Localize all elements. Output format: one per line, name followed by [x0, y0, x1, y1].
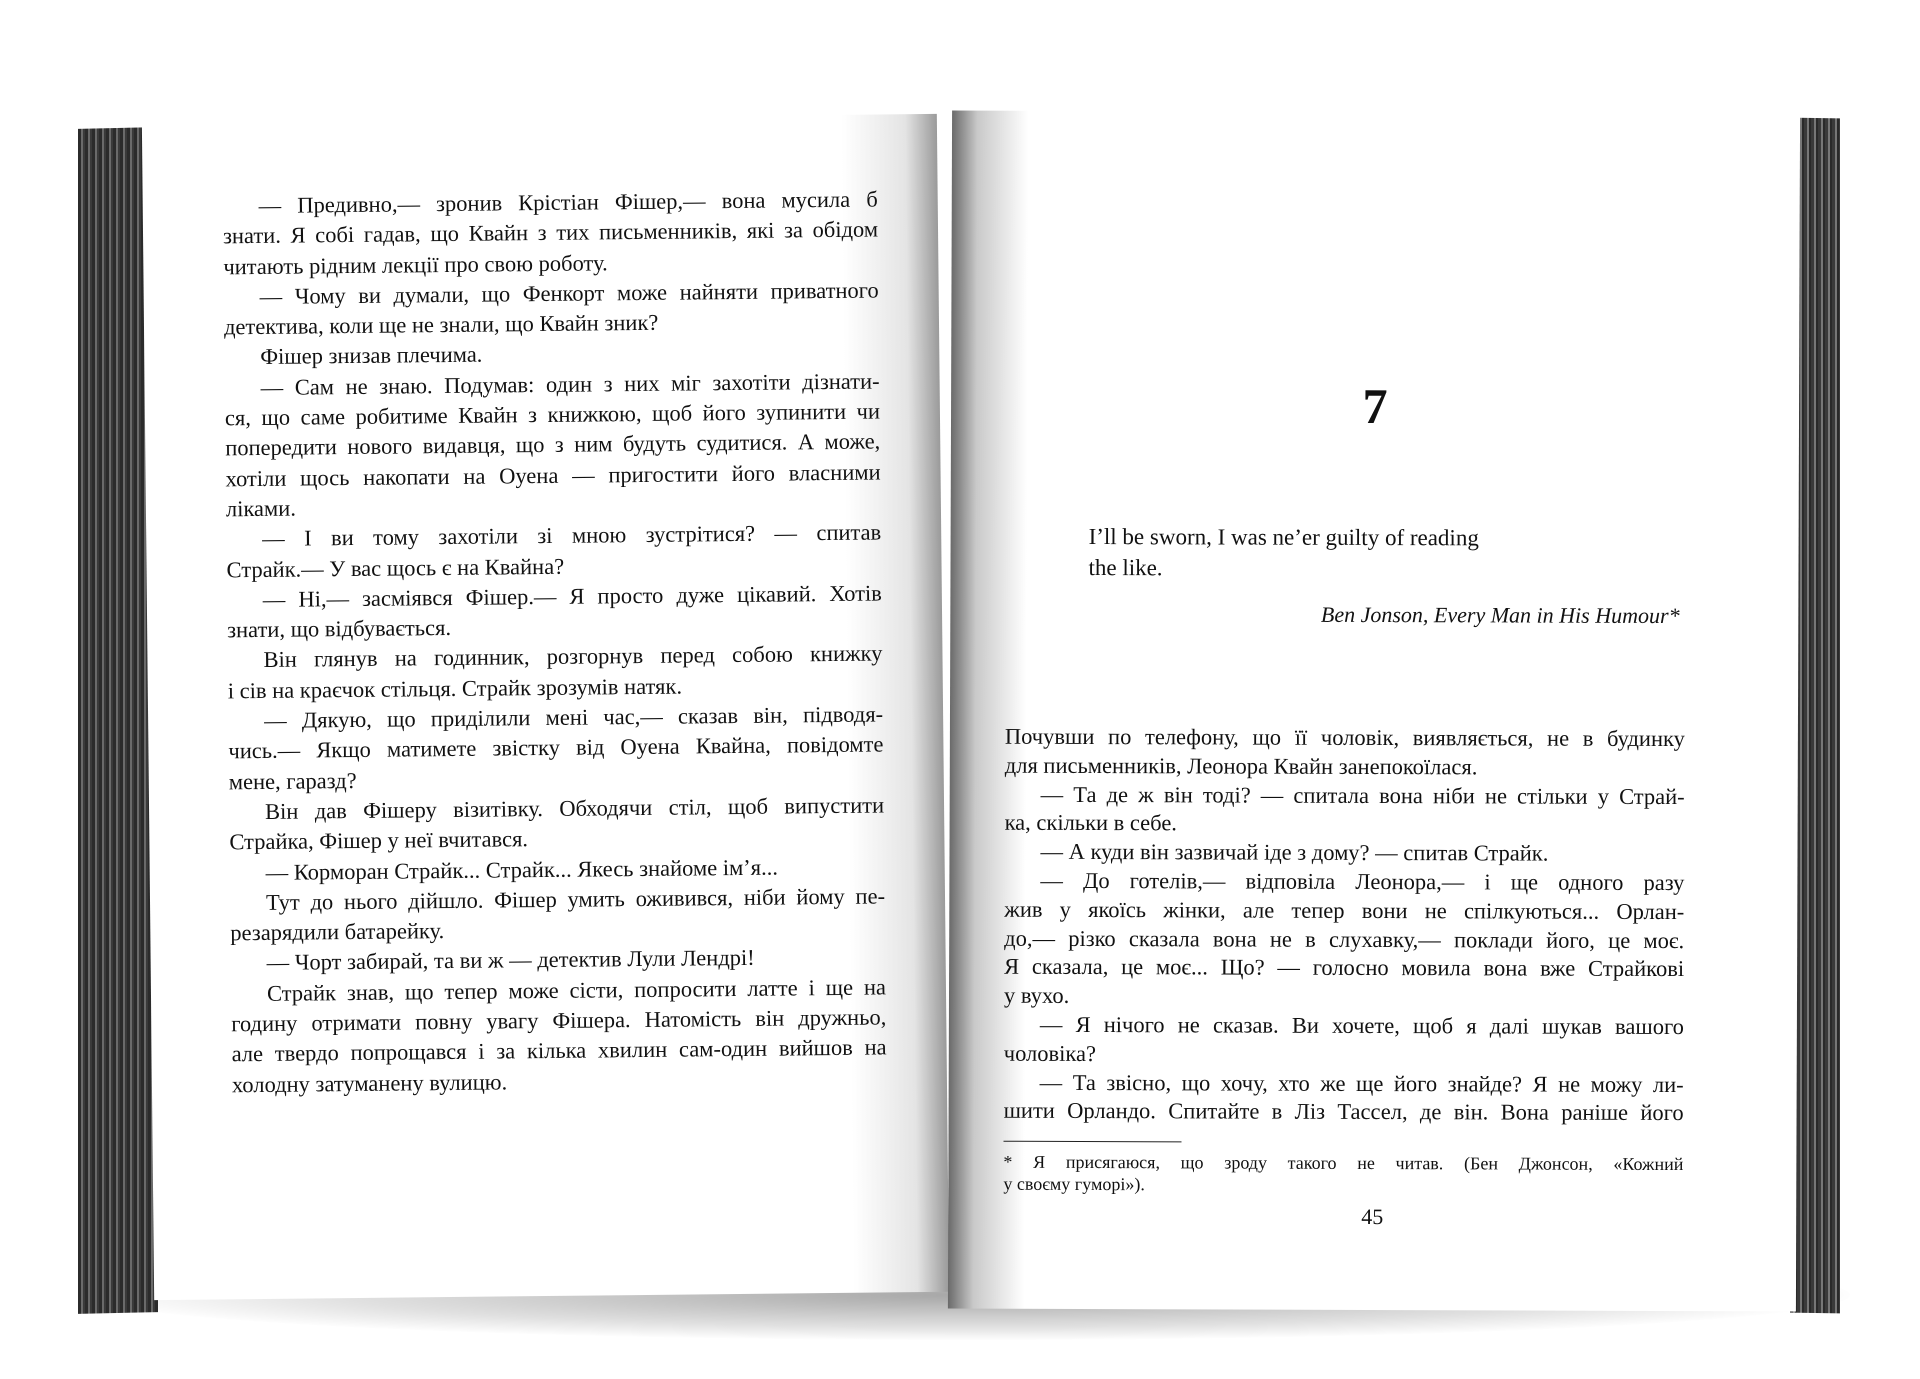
- text-line: але твердо попрощався і за кілька хвилин сам-один вийшов на: [231, 1034, 887, 1067]
- text-line: Тут до нього дійшло. Фішер умить оживився, ніби йому пе-: [265, 883, 886, 915]
- text-line: до,— різко сказала вона не в слухавку,— поклади його, це моє.: [1004, 925, 1685, 953]
- text-line: — Я нічого не сказав. Ви хочете, щоб я далі шукав вашого: [1039, 1011, 1684, 1040]
- left-page: [142, 114, 949, 1300]
- text-line: Страйк.— У вас щось є на Квайна?: [226, 553, 565, 582]
- text-line: Він глянув на годинник, розгорнув перед собою книжку: [263, 640, 883, 673]
- text-line: ліками.: [225, 495, 297, 522]
- text-line: — Предивно,— зронив Крістіан Фішер,— вона мусила б: [258, 186, 878, 218]
- text-line: — І ви тому захотіли зі мною зустрітися? — спитав: [262, 519, 882, 552]
- page-number: 45: [1361, 1203, 1384, 1230]
- text-line: мене, гаразд?: [228, 767, 357, 794]
- text-line: — Корморан Страйк... Страйк... Якесь знайоме ім’я...: [265, 854, 779, 885]
- text-line: детектива, коли ще не знали, що Квайн зник?: [223, 309, 659, 340]
- right-page-text: [1004, 723, 1685, 1129]
- text-line: — До готелів,— відповіла Леонора,— і ще одного разу: [1040, 867, 1685, 896]
- text-line: Почувши по телефону, що її чоловік, виявляється, не в будинку: [1004, 723, 1685, 752]
- epigraph-line: I’ll be sworn, I was ne’er guilty of reading: [1088, 524, 1479, 551]
- text-line: холодну затуманену вулицю.: [231, 1069, 508, 1097]
- text-line: хотіли щось накопати на Оуена — пригостити його власними: [225, 459, 881, 492]
- text-line: Фішер знизав плечима.: [260, 342, 483, 370]
- text-line: — Сам не знаю. Подумав: один з них міг захотіти дізнати-: [260, 368, 880, 400]
- text-line: ка, скільки в себе.: [1004, 810, 1177, 836]
- epigraph-line: the like.: [1088, 555, 1163, 581]
- text-line: — Чорт забирай, та ви ж — детектив Лули Лендрі!: [266, 945, 755, 976]
- text-line: — Та звісно, що хочу, хто же ще його знайде? Я не можу ли-: [1039, 1069, 1684, 1097]
- text-line: чись.— Якщо матимете звістку від Оуена Квайна, повідомте: [228, 731, 884, 764]
- footnote: [1003, 1151, 1683, 1197]
- text-line: годину отримати повну увагу Фішера. Натомість він дружньо,: [231, 1004, 887, 1037]
- text-line: і сів на краєчок стільця. Страйк зрозумів натяк.: [227, 673, 683, 704]
- text-line: Страйка, Фішер у неї вчитався.: [229, 826, 529, 855]
- text-line: — Та де ж він тоді? — спитала вона ніби не стільки у Страй-: [1040, 781, 1685, 809]
- text-line: Він дав Фішеру візитівку. Обходячи стіл, щоб випустити: [264, 792, 885, 824]
- text-line: ся, що саме робитиме Квайн з книжкою, щоб його зупинити чи: [224, 398, 881, 431]
- text-line: — Дякую, що приділили мені час,— сказав він, підводя-: [263, 701, 884, 733]
- text-line: попередити нового видавця, що з ним будуть судитися. А може,: [225, 428, 881, 461]
- text-line: — Чому ви думали, що Фенкорт може найняти приватного: [259, 277, 879, 309]
- text-line: — А куди він зазвичай іде з дому? — спитав Страйк.: [1040, 839, 1549, 866]
- text-line: у вухо.: [1003, 982, 1070, 1009]
- chapter-number: 7: [1362, 377, 1388, 435]
- text-line: знати. Я собі гадав, що Квайн з тих письменників, які за обідом: [222, 216, 879, 249]
- footnote-line: у своєму гуморі»).: [1003, 1173, 1145, 1195]
- text-line: знати, що відбувається.: [227, 615, 452, 643]
- text-line: чоловіка?: [1003, 1040, 1097, 1066]
- epigraph: [1088, 521, 1478, 584]
- text-line: Страйк знав, що тепер може сісти, попросити латте і ще на: [266, 974, 887, 1006]
- left-page-text: [223, 184, 887, 1100]
- text-line: жив у якоїсь жінки, але тепер вони не спілкуються... Орлан-: [1004, 896, 1685, 924]
- right-page: [948, 111, 1800, 1312]
- text-line: для письменників, Леонора Квайн занепокоїлася.: [1004, 752, 1478, 780]
- text-line: резарядили батарейку.: [230, 918, 445, 946]
- footnote-divider: [1003, 1141, 1181, 1143]
- text-line: читають рідним лекції про свою роботу.: [223, 249, 608, 279]
- text-line: — Ні,— засміявся Фішер.— Я просто дуже цікавий. Хотів: [262, 580, 882, 612]
- epigraph-attribution: Ben Jonson, Every Man in His Humour*: [1320, 601, 1680, 629]
- text-line: шити Орландо. Спитайте в Ліз Тассел, де він. Вона раніше його: [1003, 1098, 1684, 1126]
- text-line: Я сказала, це моє... Що? — голосно мовила вона вже Страйкові: [1004, 954, 1685, 982]
- footnote-line: * Я присягаюся, що зроду такого не читав. (Бен Джонсон, «Кожний: [1003, 1151, 1684, 1175]
